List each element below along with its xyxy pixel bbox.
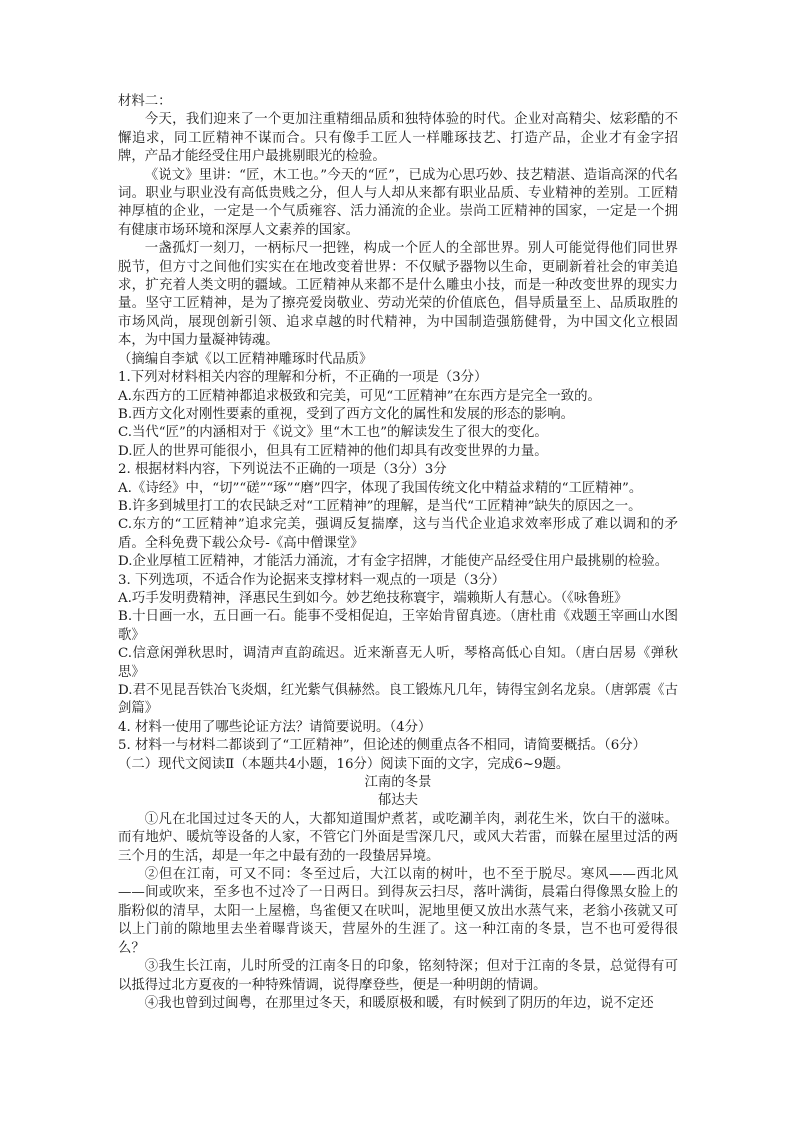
essay-paragraph: ④我也曾到过闽粤，在那里过冬天，和暖原极和暖，有时候到了阴历的年边，说不定还 bbox=[144, 995, 654, 1011]
essay-author: 郁达夫 bbox=[377, 793, 419, 809]
material2-heading: 材料二： bbox=[118, 94, 172, 109]
question-2-option-c: C.东方的“工匠精神”追求完美，强调反复揣摩，这与当代企业追求效率形成了难以调和的矛盾。全科免费下载公众号-《高中僧课堂》 bbox=[118, 517, 678, 551]
material2-paragraph: 今天，我们迎来了一个更加注重精细品质和独特体验的时代。企业对高精尖、炫彩酷的不懈追求，同工匠精神不谋而合。只有像手工匠人一样雕琢技艺、打造产品，企业才有金字招牌，产品才能经受住用户最挑剔眼光的检验。 bbox=[118, 112, 678, 165]
question-2-option-a: A.《诗经》中，“切”“磋”“琢”“磨”四字，体现了我国传统文化中精益求精的“工匠精神”。 bbox=[118, 480, 643, 496]
material2-paragraph: 一盏孤灯一刻刀，一柄标尺一把锉，构成一个匠人的全部世界。别人可能觉得他们同世界脱节，但方寸之间他们实实在在地改变着世界：不仅赋予器物以生命，更刷新着社会的审美追求，扩充着人类文明的疆域。工匠精神从来都不是什么雕虫小技，而是一种改变世界的现实力量。坚守工匠精神，是为了擦亮爱岗敬业、劳动光荣的价值底色，倡导质量至上、品质取胜的市场风尚，展现创新引领、追求卓越的时代精神，为中国制造强筋健骨，为中国文化立根固本，为中国力量凝神铸魂。 bbox=[118, 241, 678, 349]
question-3-stem: 3. 下列选项，不适合作为论据来支撑材料一观点的一项是（3分） bbox=[118, 572, 506, 588]
material2-source: （摘编自李斌《以工匠精神雕琢时代品质》 bbox=[118, 351, 373, 367]
question-1-option-d: D.匠人的世界可能很小，但具有工匠精神的他们却具有改变世界的力量。 bbox=[118, 443, 548, 459]
essay-title: 江南的冬景 bbox=[364, 775, 432, 791]
question-2-stem: 2. 根据材料内容，下列说法不正确的一项是（3分）3分 bbox=[118, 462, 447, 478]
essay-paragraph: ①凡在北国过过冬天的人，大都知道围炉煮茗，或吃涮羊肉，剥花生米，饮白干的滋味。而有地炉、暖炕等设备的人家，不管它门外面是雪深几尺，或风大若雷，而躲在屋里过活的两三个月的生活，却是一年之中最有劲的一段蛰居异境。 bbox=[118, 811, 678, 864]
question-1-stem: 1.下列对材料相关内容的理解和分析，不正确的一项是（3分） bbox=[118, 370, 488, 386]
essay-paragraph: ②但在江南，可又不同：冬至过后，大江以南的树叶，也不至于脱尽。寒风——西北风——间或吹来，至多也不过冷了一日两日。到得灰云扫尽，落叶满街，晨霜白得像黑女脸上的脂粉似的清早，太阳一上屋檐，鸟雀便又在吠叫，泥地里便又放出水蒸气来，老翁小孩就又可以上门前的隙地里去坐着曝背谈天，营屋外的生涯了。这一种江南的冬景，岂不也可爱得很么？ bbox=[118, 867, 678, 956]
question-1-option-b: B.西方文化对刚性要素的重视，受到了西方文化的属性和发展的形态的影响。 bbox=[118, 406, 574, 422]
material2-paragraph: 《说文》里讲：“匠，木工也。”今天的“匠”，已成为心思巧妙、技艺精湛、造诣高深的代名词。职业与职业没有高低贵贱之分，但人与人却从来都有职业品质、专业精神的差别。工匠精神厚植的企业，一定是一个气质雍容、活力涌流的企业。崇尚工匠精神的国家，一定是一个拥有健康市场环境和深厚人文素养的国家。 bbox=[118, 167, 678, 238]
question-3-option-c: C.信意闲弹秋思时，调清声直韵疏迟。近来渐喜无人听，琴格高低心自知。（唐白居易《弹秋思》 bbox=[118, 646, 678, 680]
question-3-option-d: D.君不见昆吾铁冶飞炎烟，红光紫气俱赫然。良工锻炼凡几年，铸得宝剑名龙泉。（唐郭震《古剑篇》 bbox=[118, 683, 678, 717]
essay-paragraph: ③我生长江南，儿时所受的江南冬日的印象，铭刻特深；但对于江南的冬景，总觉得有可以抵得过北方夏夜的一种特殊情调，说得摩登些，便是一种明朗的情调。 bbox=[118, 959, 678, 993]
question-5-stem: 5. 材料一与材料二都谈到了“工匠精神”，但论述的侧重点各不相同，请简要概括。（6分） bbox=[118, 738, 646, 754]
question-1-option-c: C.当代“匠”的内涵相对于《说文》里“木工也”的解读发生了很大的变化。 bbox=[118, 425, 548, 441]
question-4-stem: 4. 材料一使用了哪些论证方法？请简要说明。（4分） bbox=[118, 719, 432, 735]
section-2-intro: （二）现代文阅读Ⅱ（本题共4小题，16分）阅读下面的文字，完成6~9题。 bbox=[118, 756, 570, 772]
document-page bbox=[118, 93, 678, 1013]
question-3-option-b: B.十日画一水，五日画一石。能事不受相促迫，王宰始肯留真迹。（唐杜甫《戏题王宰画山水图歌》 bbox=[118, 609, 678, 643]
question-3-option-a: A.巧手发明费精神，泽惠民生到如今。妙艺绝技称寰宇，端赖斯人有慧心。（《咏鲁班》 bbox=[118, 590, 628, 606]
question-1-option-a: A.东西方的工匠精神都追求极致和完美，可见“工匠精神”在东西方是完全一致的。 bbox=[118, 388, 601, 404]
question-2-option-d: D.企业厚植工匠精神，才能活力涌流，才有金字招牌，才能使产品经受住用户最挑剔的检验。 bbox=[118, 554, 669, 570]
question-2-option-b: B.许多到城里打工的农民缺乏对“工匠精神”的理解，是当代“工匠精神”缺失的原因之一。 bbox=[118, 498, 642, 514]
